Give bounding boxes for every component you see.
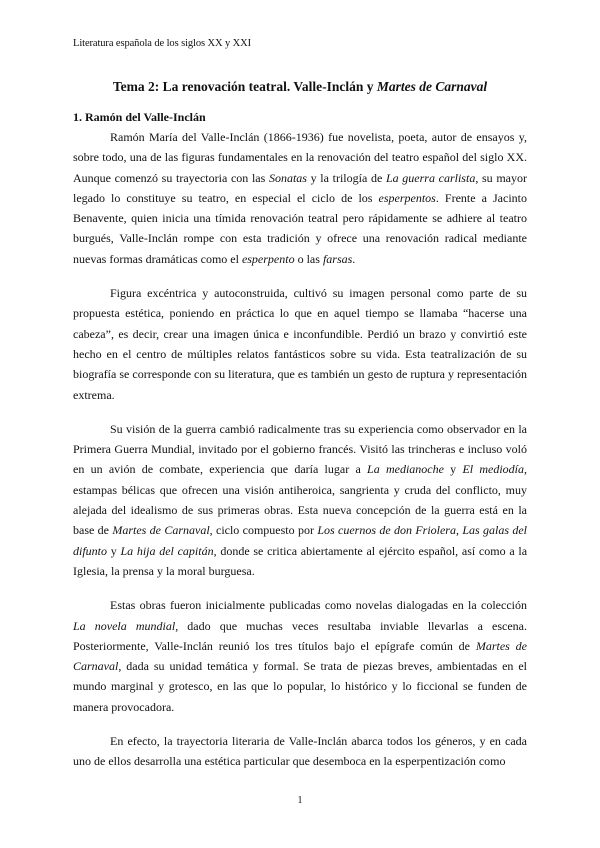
paragraph-5: En efecto, la trayectoria literaria de Valle-Inclán abarca todos los géneros, y en cada uno de ellos desarrolla una estética particular que desemboca en la esperpentización como [73, 734, 527, 769]
page-number: 1 [297, 795, 303, 806]
work-title: La hija del capitán [120, 543, 214, 558]
term-italic: esperpentos [378, 190, 436, 205]
section-heading: 1. Ramón del Valle-Inclán [73, 110, 206, 124]
work-title: Martes de Carnaval [73, 638, 527, 674]
work-title: La guerra carlista [385, 170, 476, 185]
work-title: El mediodía [462, 462, 525, 477]
paragraph-2: Figura excéntrica y autoconstruida, cultivó su imagen personal como parte de su propuesta estética, poniendo en práctica lo que en aquel tiempo se llamaba “hacerse una cabeza”, es decir, crear una imagen única e inconfundible. Perdió un brazo y convirtió este hecho en el centro de múltiples relatos fantásticos sobre su vida. Esta teatralización de su biografía se corresponde con su literatura, que es también un gesto de ruptura y representación extrema. [73, 286, 527, 402]
page-title [0, 79, 600, 95]
document-body [73, 127, 527, 786]
title-work-italic: Martes de Carnaval [376, 79, 488, 94]
work-title: La medianoche [367, 462, 444, 477]
work-title: Sonatas [268, 170, 307, 185]
paragraph-3: Su visión de la guerra cambió radicalmente tras su experiencia como observador en la Primera Guerra Mundial, invitado por el gobierno francés. Visitó las trincheras e incluso voló en un avión de combate, experiencia que daría lugar a La medianoche y El mediodía, estampas bélicas que ofrecen una visión antiheroica, sangrienta y cruda del conflicto, muy alejada del idealismo de sus primeras obras. Esta nueva concepción de la guerra está en la base de Martes de Carnaval, ciclo compuesto por Los cuernos de don Friolera, Las galas del difunto y La hija del capitán, donde se critica abiertamente al ejército español, así como a la Iglesia, la prensa y la moral burguesa. [73, 421, 528, 578]
work-title: Los cuernos de don Friolera [317, 523, 456, 538]
work-title: La novela mundial [73, 618, 176, 633]
work-title: Las galas del difunto [73, 523, 528, 558]
paragraph-4: Estas obras fueron inicialmente publicadas como novelas dialogadas en la colección La novela mundial, dado que muchas veces resultaba inviable llevarlas a escena. Posteriormente, Valle-Inclán reunió los tres títulos bajo el epígrafe común de Martes de Carnaval, dada su unidad temática y formal. Se trata de piezas breves, ambientadas en el mundo marginal y grotesco, en las que lo popular, lo histórico y lo ficcional se funden de manera provocadora. [73, 598, 527, 714]
paragraph-1: Ramón María del Valle-Inclán (1866-1936) fue novelista, poeta, autor de ensayos y, sobre todo, una de las figuras fundamentales en la renovación del teatro español del siglo XX. Aunque comenzó su trayectoria con las Sonatas y la trilogía de La guerra carlista, su mayor legado lo constituye su teatro, en especial el ciclo de los esperpentos. Frente a Jacinto Benavente, quien inicia una tímida renovación teatral pero rápidamente se adhiere al teatro burgués, Valle-Inclán rompe con esta tradición y ofrece una renovación radical mediante nuevas formas dramáticas como el esperpento o las farsas. [73, 130, 527, 266]
running-header: Literatura española de los siglos XX y XXI [73, 38, 252, 49]
term-italic: esperpento [241, 251, 295, 266]
term-italic: farsas [322, 251, 353, 266]
title-text: Tema 2: La renovación teatral. Valle-Inclán y [112, 79, 377, 94]
work-title: Martes de Carnaval [112, 523, 210, 538]
